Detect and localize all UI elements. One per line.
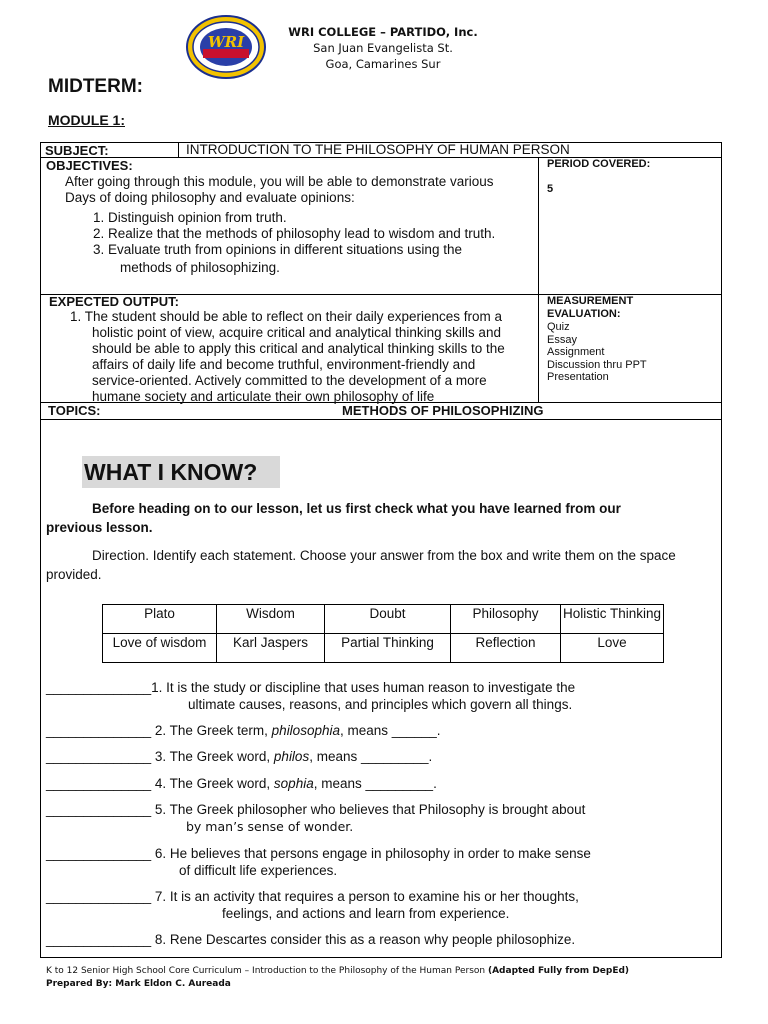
question-8: ______________ 8. Rene Descartes consider this as a reason why people philosophize. bbox=[46, 932, 576, 947]
question-6: ______________ 6. He believes that persons engage in philosophy in order to make sense bbox=[46, 846, 591, 861]
choice-cell: Partial Thinking bbox=[325, 634, 451, 663]
objective-item: 1. Distinguish opinion from truth. bbox=[93, 210, 287, 225]
evaluation-label: EVALUATION: bbox=[547, 308, 621, 320]
intro-bold-line1: Before heading on to our lesson, let us first check what you have learned from our bbox=[92, 501, 621, 516]
objectives-list bbox=[93, 210, 495, 258]
topics-value: METHODS OF PHILOSOPHIZING bbox=[342, 403, 544, 418]
objectives-intro bbox=[65, 174, 494, 206]
objectives-label: OBJECTIVES: bbox=[46, 158, 133, 173]
table-row bbox=[103, 634, 664, 663]
footer-curriculum-text: K to 12 Senior High School Core Curriculum – Introduction to the Philosophy of the Human Person bbox=[46, 966, 488, 976]
measurement-label: MEASUREMENT bbox=[547, 295, 634, 307]
subject-label: SUBJECT: bbox=[45, 143, 109, 158]
question-2 bbox=[46, 722, 441, 739]
measurement-item: Presentation bbox=[547, 371, 609, 383]
intro-bold-line2: previous lesson. bbox=[46, 520, 153, 535]
question-3 bbox=[46, 748, 432, 765]
expected-output-body bbox=[92, 325, 532, 405]
measurement-block bbox=[547, 295, 647, 384]
choice-cell: Love of wisdom bbox=[103, 634, 217, 663]
question-text: , means ______. bbox=[339, 723, 441, 738]
period-label: PERIOD COVERED: bbox=[547, 158, 651, 170]
period-value: 5 bbox=[547, 183, 554, 195]
question-term: philosophia bbox=[271, 723, 340, 738]
expected-output-label: EXPECTED OUTPUT: bbox=[49, 294, 180, 309]
measurement-item: Essay bbox=[547, 333, 577, 346]
choice-cell: Philosophy bbox=[451, 605, 561, 634]
objective-item: 2. Realize that the methods of philosophy lead to wisdom and truth. bbox=[93, 226, 496, 241]
question-term: sophia bbox=[273, 776, 314, 791]
expected-output-line: humane society and articulate their own philosophy of life bbox=[92, 389, 435, 404]
choice-cell: Reflection bbox=[451, 634, 561, 663]
question-5: ______________ 5. The Greek philosopher who believes that Philosophy is brought about bbox=[46, 802, 586, 817]
school-address-line1: San Juan Evangelista St. bbox=[313, 41, 453, 55]
question-text: ______________ 3. The Greek word, bbox=[46, 749, 274, 764]
question-7: ______________ 7. It is an activity that requires a person to examine his or her thoughts, bbox=[46, 889, 579, 904]
divider bbox=[178, 142, 179, 157]
direction-line1: Direction. Identify each statement. Choose your answer from the box and write them on the space bbox=[92, 548, 676, 563]
expected-output-line: 1. The student should be able to reflect on their daily experiences from a bbox=[70, 309, 503, 324]
question-text: , means _________. bbox=[309, 749, 433, 764]
choice-cell: Plato bbox=[103, 605, 217, 634]
direction-line2: provided. bbox=[46, 567, 102, 582]
question-1: ______________1. It is the study or discipline that uses human reason to investigate the bbox=[46, 680, 576, 695]
logo-text: WRI bbox=[207, 33, 245, 51]
footer-curriculum bbox=[46, 965, 629, 978]
topics-label: TOPICS: bbox=[48, 403, 101, 418]
choice-cell: Holistic Thinking bbox=[561, 605, 664, 634]
school-name: WRI COLLEGE – PARTIDO, Inc. bbox=[288, 25, 478, 39]
question-4 bbox=[46, 775, 437, 792]
school-address-line2: Goa, Camarines Sur bbox=[325, 57, 441, 71]
footer-prepared-by: Prepared By: Mark Eldon C. Aureada bbox=[46, 979, 231, 989]
expected-output-line: service-oriented. Actively committed to the development of a more bbox=[92, 373, 487, 388]
choice-cell: Wisdom bbox=[217, 605, 325, 634]
divider bbox=[538, 157, 539, 402]
expected-output-line: holistic point of view, acquire critical and analytical thinking skills and bbox=[92, 325, 501, 340]
subject-value: INTRODUCTION TO THE PHILOSOPHY OF HUMAN PERSON bbox=[186, 142, 570, 157]
midterm-heading: MIDTERM: bbox=[48, 76, 143, 97]
question-text: ______________ 2. The Greek term, bbox=[46, 723, 272, 738]
question-text: ______________ 4. The Greek word, bbox=[46, 776, 274, 791]
choice-cell: Doubt bbox=[325, 605, 451, 634]
what-i-know-heading: WHAT I KNOW? bbox=[82, 456, 280, 488]
question-5-continuation: by man’s sense of wonder. bbox=[186, 819, 354, 834]
choice-cell: Love bbox=[561, 634, 664, 663]
objectives-intro-line2: Days of doing philosophy and evaluate opinions: bbox=[65, 190, 355, 205]
college-logo bbox=[185, 14, 267, 80]
expected-output-line: affairs of daily life and become truthful, environment-friendly and bbox=[92, 357, 476, 372]
measurement-item: Quiz bbox=[547, 321, 570, 333]
module-heading: MODULE 1: bbox=[48, 112, 125, 128]
question-6-continuation: of difficult life experiences. bbox=[179, 863, 338, 878]
objectives-intro-line1: After going through this module, you will be able to demonstrate various bbox=[65, 174, 494, 189]
question-7-continuation: feelings, and actions and learn from experience. bbox=[222, 906, 510, 921]
expected-output-line: should be able to apply this critical and analytical thinking skills to the bbox=[92, 341, 505, 356]
question-1-continuation: ultimate causes, reasons, and principles which govern all things. bbox=[188, 697, 573, 712]
question-text: , means _________. bbox=[313, 776, 437, 791]
measurement-item: Assignment bbox=[547, 346, 605, 358]
question-term: philos bbox=[273, 749, 310, 764]
choice-cell: Karl Jaspers bbox=[217, 634, 325, 663]
divider bbox=[40, 419, 722, 420]
objective-item-continuation: methods of philosophizing. bbox=[120, 260, 280, 275]
measurement-item: Discussion thru PPT bbox=[547, 358, 647, 371]
objective-item: 3. Evaluate truth from opinions in different situations using the bbox=[93, 242, 462, 257]
footer-adapted-note: (Adapted Fully from DepEd) bbox=[487, 966, 630, 976]
table-row bbox=[103, 605, 664, 634]
school-header bbox=[283, 24, 483, 72]
answer-choices-table bbox=[102, 604, 664, 663]
